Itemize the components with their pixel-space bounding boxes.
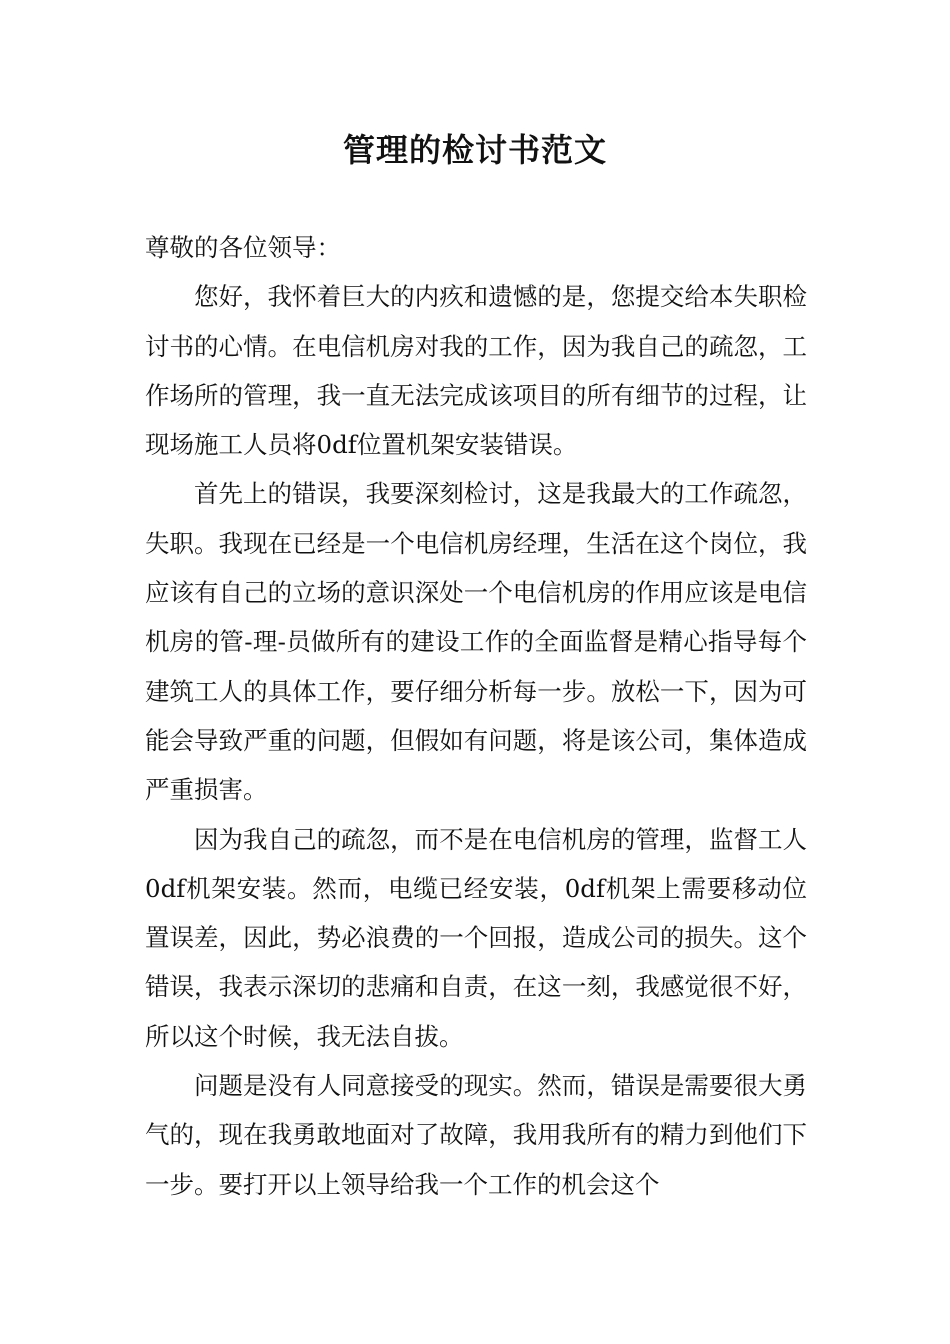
document-title: 管理的检讨书范文 — [342, 131, 607, 169]
paragraph: 因为我自己的疏忽，而不是在电信机房的管理，监督工人0df机架安装。然而，电缆已经安装，0df机架上需要移动位置误差，因此，势必浪费的一个回报，造成公司的损失。这个错误，我表示深切的悲痛和自责，在这一刻，我感觉很不好，所以这个时候，我无法自拔。 — [145, 824, 807, 1051]
greeting-line: 尊敬的各位领导： — [145, 233, 341, 262]
document-body — [145, 223, 807, 1209]
paragraph: 首先上的错误，我要深刻检讨，这是我最大的工作疏忽，失职。我现在已经是一个电信机房经理，生活在这个岗位，我应该有自己的立场的意识深处一个电信机房的作用应该是电信机房的管-理-员做所有的建设工作的全面监督是精心指导每个建筑工人的具体工作，要仔细分析每一步。放松一下，因为可能会导致严重的问题，但假如有问题，将是该公司，集体造成严重损害。 — [145, 479, 807, 805]
paragraph: 您好，我怀着巨大的内疚和遗憾的是，您提交给本失职检讨书的心情。在电信机房对我的工作，因为我自己的疏忽，工作场所的管理，我一直无法完成该项目的所有细节的过程，让现场施工人员将0df位置机架安装错误。 — [145, 282, 807, 460]
paragraph: 问题是没有人同意接受的现实。然而，错误是需要很大勇气的，现在我勇敢地面对了故障，我用我所有的精力到他们下一步。要打开以上领导给我一个工作的机会这个 — [145, 1071, 807, 1199]
